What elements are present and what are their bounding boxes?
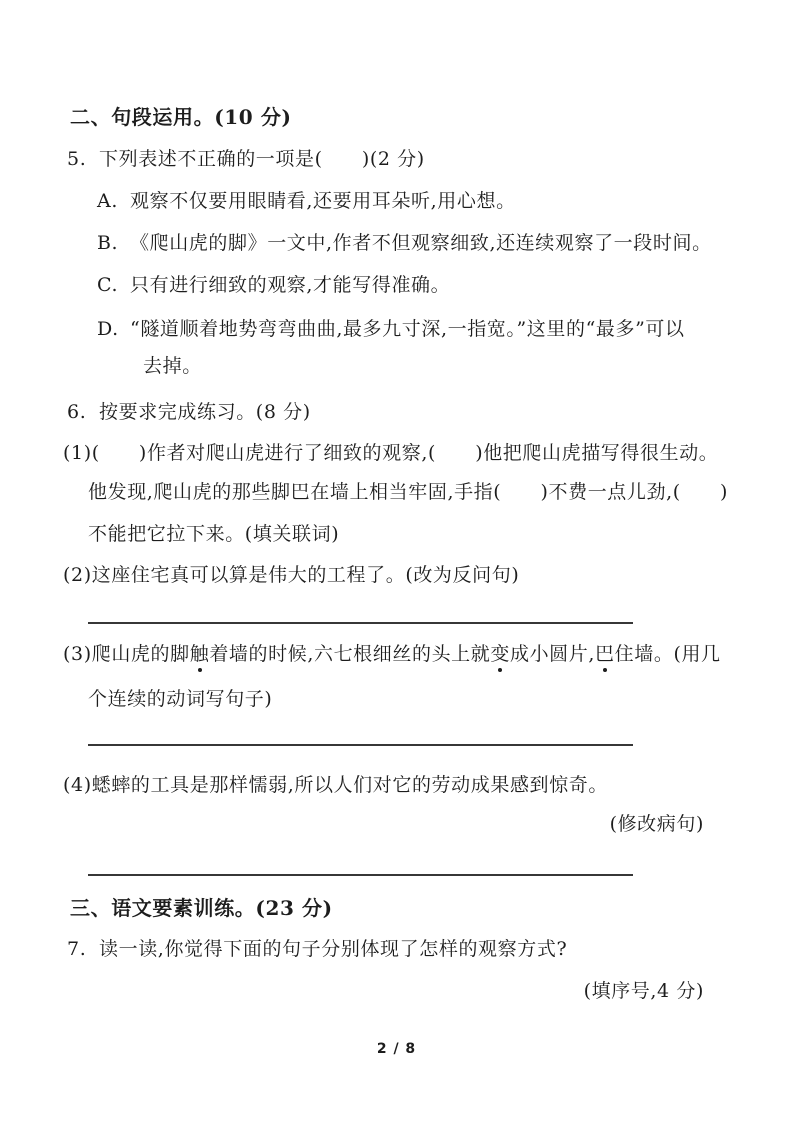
question-7-text: 读一读,你觉得下面的句子分别体现了怎样的观察方式? — [99, 938, 568, 960]
text-segment: (3)爬山虎的脚 — [63, 643, 190, 665]
option-c-text: 只有进行细致的观察,才能写得准确。 — [130, 274, 451, 296]
question-6-item-1-line-3: 不能把它拉下来。(填关联词) — [88, 523, 340, 545]
option-d-label: D. — [97, 318, 119, 340]
option-a — [97, 190, 516, 213]
option-b-label: B. — [97, 232, 119, 254]
option-a-label: A. — [97, 190, 118, 212]
question-7-note: (填序号,4 分) — [583, 980, 704, 1002]
question-6-stem — [67, 401, 311, 424]
question-5-stem — [67, 148, 425, 171]
emphasized-char: 变 — [490, 643, 510, 665]
text-segment: 成小圆片, — [509, 643, 596, 665]
question-6-number: 6. — [67, 401, 87, 423]
option-d-continuation: 去掉。 — [143, 355, 202, 377]
option-d-text: “隧道顺着地势弯弯曲曲,最多九寸深,一指宽。”这里的“最多”可以 — [130, 318, 685, 340]
emphasized-char: 触 — [189, 643, 210, 665]
text-segment: 住墙。(用几 — [614, 643, 721, 665]
question-7-number: 7. — [67, 938, 87, 960]
question-5-number: 5. — [67, 148, 87, 170]
option-b-text: 《爬山虎的脚》一文中,作者不但观察细致,还连续观察了一段时间。 — [130, 232, 712, 254]
question-6-item-3-line-1 — [63, 643, 721, 666]
option-c — [97, 274, 450, 297]
page-number: 2 / 8 — [376, 1041, 417, 1057]
option-b — [97, 232, 712, 255]
question-6-text: 按要求完成练习。(8 分) — [99, 401, 311, 423]
answer-line-item-2 — [88, 622, 633, 624]
question-5-text: 下列表述不正确的一项是( )(2 分) — [99, 148, 425, 170]
question-6-item-1-line-1: (1)( )作者对爬山虎进行了细致的观察,( )他把爬山虎描写得很生动。 — [63, 442, 719, 464]
question-6-item-4: (4)蟋蟀的工具是那样懦弱,所以人们对它的劳动成果感到惊奇。 — [63, 774, 608, 796]
option-d — [97, 318, 685, 341]
option-c-label: C. — [97, 274, 119, 296]
section-2-heading: 二、句段运用。(10 分) — [70, 105, 292, 129]
section-3-heading: 三、语文要素训练。(23 分) — [70, 896, 333, 920]
question-6-item-1-line-2: 他发现,爬山虎的那些脚巴在墙上相当牢固,手指( )不费一点儿劲,( ) — [88, 481, 728, 503]
emphasized-char: 巴 — [595, 643, 615, 665]
question-6-item-2: (2)这座住宅真可以算是伟大的工程了。(改为反问句) — [63, 564, 520, 586]
answer-line-item-4 — [88, 874, 633, 876]
question-7-stem — [67, 938, 567, 961]
answer-line-item-3 — [88, 744, 633, 746]
option-a-text: 观察不仅要用眼睛看,还要用耳朵听,用心想。 — [130, 190, 516, 212]
question-6-item-3-line-2: 个连续的动词写句子) — [88, 688, 273, 710]
question-6-item-4-note: (修改病句) — [609, 813, 704, 835]
text-segment: 着墙的时候,六七根细丝的头上就 — [209, 643, 491, 665]
